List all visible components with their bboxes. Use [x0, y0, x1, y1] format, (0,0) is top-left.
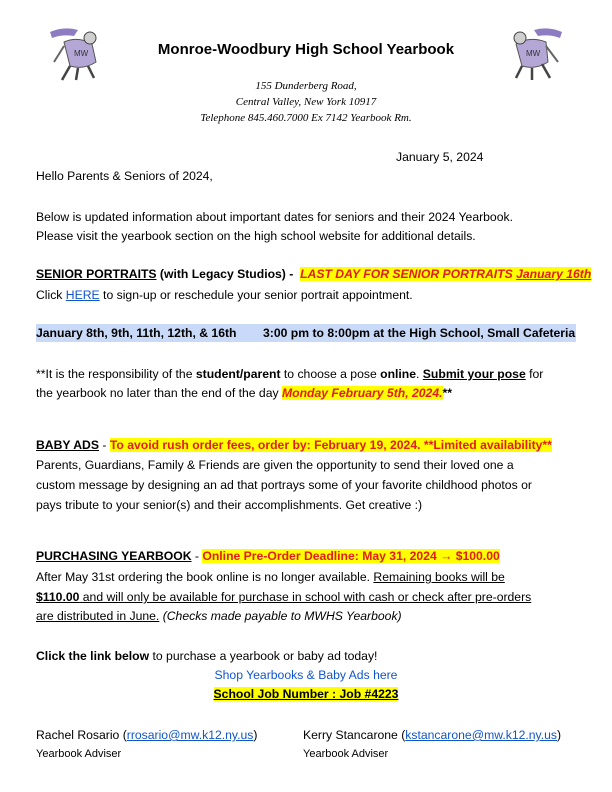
purchasing-text-3a: are distributed in June.: [36, 609, 160, 623]
pose-text-b: student/parent: [195, 367, 281, 381]
purchasing-line-2: [36, 589, 531, 605]
purchasing-heading: PURCHASING YEARBOOK: [36, 549, 192, 563]
baby-ads-deadline: To avoid rush order fees, order by: February 19, 2024. **Limited availability**: [109, 438, 552, 452]
signup-text: to sign-up or reschedule your senior portrait appointment.: [99, 288, 413, 302]
purchasing-price: $110.00: [36, 590, 80, 604]
purchasing-heading-line: [36, 548, 500, 564]
pose2-text-c: **: [442, 386, 452, 400]
signature-rosario-title: Yearbook Adviser: [36, 748, 122, 760]
signature-close: ): [557, 728, 562, 742]
shop-link-row: [0, 668, 612, 682]
pose-line-1: [36, 366, 543, 382]
purchasing-dash: -: [191, 549, 203, 563]
baby-ads-line-1: Parents, Guardians, Family & Friends are given the opportunity to send their loved one a: [36, 458, 514, 472]
signature-name: Rachel Rosario (: [36, 728, 127, 742]
portrait-dates: January 8th, 9th, 11th, 12th, & 16th: [36, 326, 237, 340]
purchasing-line-1: [36, 569, 505, 585]
signature-rosario: [36, 727, 257, 743]
pose-deadline: Monday February 5th, 2024.: [281, 386, 443, 400]
purchasing-line-3: [36, 608, 402, 624]
shop-yearbooks-link[interactable]: Shop Yearbooks & Baby Ads here: [214, 668, 398, 682]
svg-text:MW: MW: [74, 49, 89, 58]
pose-text-a: **It is the responsibility of the: [36, 367, 196, 381]
address-phone: Telephone 845.460.7000 Ex 7142 Yearbook Rm.: [200, 112, 412, 124]
portrait-deadline-date: January 16th: [516, 267, 592, 281]
signature-close: ): [253, 728, 258, 742]
pose-text-f: Submit your pose: [422, 367, 526, 381]
purchasing-deadline: Online Pre-Order Deadline: May 31, 2024 → $100.00: [202, 549, 500, 563]
baby-ads-heading-line: [36, 437, 552, 453]
portrait-time: 3:00 pm to 8:00pm: [263, 326, 371, 340]
stancarone-email-link[interactable]: kstancarone@mw.k12.ny.us: [405, 728, 557, 742]
senior-portraits-studio: (with Legacy Studios) -: [156, 267, 294, 281]
baby-ads-line-2: custom message by designing an ad that portrays some of your favorite childhood photos or: [36, 478, 532, 492]
senior-portraits-heading-line: [36, 266, 591, 282]
purchasing-text-1a: After May 31st ordering the book online is no longer available.: [36, 570, 374, 584]
baby-ads-heading: BABY ADS: [36, 438, 99, 452]
purchasing-text-2b: and will only be available for purchase in school with cash or check after pre-orders: [79, 590, 532, 604]
portrait-location: at the High School, Small Cafeteria: [370, 326, 576, 340]
click-text: Click: [36, 288, 66, 302]
signature-stancarone: [303, 727, 561, 743]
cta-rest: to purchase a yearbook or baby ad today!: [149, 649, 378, 663]
pose-text-d: online: [380, 367, 417, 381]
signature-stancarone-title: Yearbook Adviser: [303, 748, 389, 760]
school-job-number: School Job Number : Job #4223: [213, 687, 399, 701]
pose2-text-a: the yearbook no later than the end of the day: [36, 386, 282, 400]
intro-line-2: Please visit the yearbook section on the high school website for additional details.: [36, 229, 476, 243]
portrait-schedule: [36, 325, 575, 341]
purchasing-text-1b: Remaining books will be: [373, 570, 505, 584]
purchasing-text-3b: (Checks made payable to MWHS Yearbook): [159, 609, 402, 623]
senior-portraits-heading: SENIOR PORTRAITS: [36, 267, 157, 281]
signature-name: Kerry Stancarone (: [303, 728, 406, 742]
job-number-row: [0, 687, 612, 701]
portrait-here-link[interactable]: HERE: [65, 288, 100, 302]
pose-line-2: [36, 385, 452, 401]
baby-ads-dash: -: [98, 438, 110, 452]
intro-line-1: Below is updated information about important dates for seniors and their 2024 Yearbook.: [36, 210, 513, 224]
pose-text-c: to choose a pose: [280, 367, 381, 381]
page-title: Monroe-Woodbury High School Yearbook: [157, 41, 455, 58]
address-street: 155 Dunderberg Road,: [255, 80, 357, 92]
cta-line: [36, 648, 377, 664]
svg-text:MW: MW: [526, 49, 541, 58]
portrait-deadline-text: LAST DAY FOR SENIOR PORTRAITS: [300, 267, 517, 281]
baby-ads-line-3: pays tribute to your senior(s) and their accomplishments. Get creative :): [36, 498, 423, 512]
cta-bold: Click the link below: [36, 649, 150, 663]
address-city: Central Valley, New York 10917: [235, 96, 377, 108]
portrait-signup-line: [36, 287, 413, 303]
letter-date: January 5, 2024: [396, 150, 484, 164]
greeting: Hello Parents & Seniors of 2024,: [36, 169, 213, 183]
pose-text-g: for: [525, 367, 544, 381]
pose-text-e: .: [416, 367, 423, 381]
rosario-email-link[interactable]: rrosario@mw.k12.ny.us: [126, 728, 254, 742]
portrait-deadline: [300, 267, 591, 281]
